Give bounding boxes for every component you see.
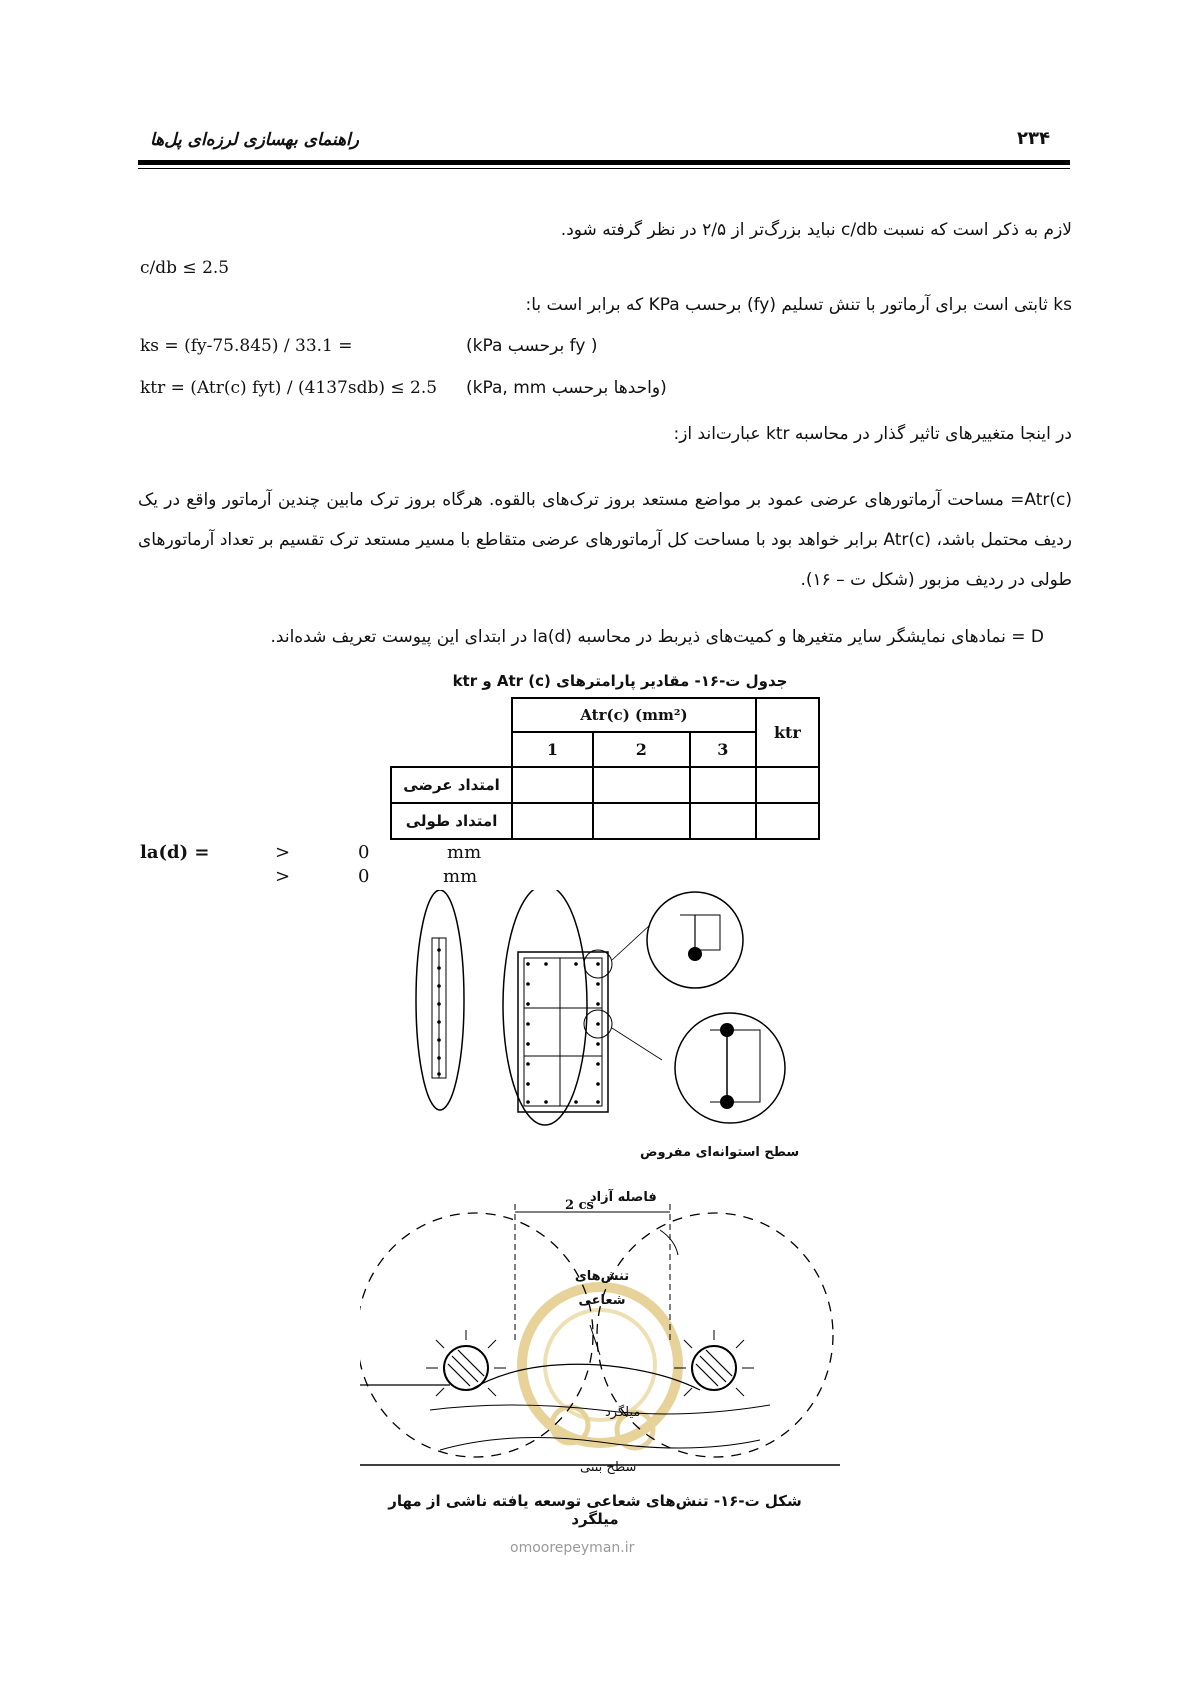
paragraph-cdb-note: لازم به ذکر است که نسبت c/db نباید بزرگ‌تر از ۲/۵ در نظر گرفته شود. (560, 220, 1072, 240)
la-label: la(d) = (140, 842, 210, 863)
formula-ktr: ktr = (Atr(c) fyt) / (4137sdb) ≤ 2.5 (140, 378, 438, 398)
formula-cdb: c/db ≤ 2.5 (140, 258, 230, 278)
parameter-table (390, 697, 820, 840)
formula-ks: ks = (fy-75.845) / 33.1 = (140, 336, 353, 356)
table-row-label: امتداد طولی (391, 803, 512, 839)
table-header-col-3: 3 (690, 732, 756, 767)
table-row (391, 767, 819, 803)
paragraph-ks-definition: ks ثابتی است برای آرماتور با تنش تسلیم (fy) برحسب KPa که برابر است با: (525, 295, 1072, 315)
page-number: ۲۳۴ (1017, 128, 1050, 149)
table-cell (593, 803, 690, 839)
column-sections-drawing (400, 890, 820, 1130)
table-cell (756, 767, 819, 803)
la-row-2-val: 0 (358, 866, 370, 887)
table-header-col-2: 2 (593, 732, 690, 767)
table-cell (593, 767, 690, 803)
table-cell (690, 803, 756, 839)
la-row-1-sym: > (275, 842, 291, 863)
table-row-label: امتداد عرضی (391, 767, 512, 803)
paragraph-d-definition: D = نمادهای نمایشگر سایر متغیرها و کمیت‌های ذیربط در محاسبه la(d) در ابتدای این پیوست تعریف شده‌اند. (270, 627, 1044, 647)
formula-ktr-units: (kPa, mm واحدها برحسب) (466, 378, 667, 398)
label-assumed-surface: سطح استوانه‌ای مفروض (640, 1145, 800, 1160)
table-row (391, 803, 819, 839)
table-cell (756, 803, 819, 839)
formula-ks-units: (kPa برحسب fy ) (466, 336, 598, 356)
figure-caption: شکل ت-۱۶- تنش‌های شعاعی توسعه یافته ناشی از مهار میلگرد (388, 1492, 802, 1528)
la-row-1-unit: mm (447, 842, 482, 863)
label-radial-stresses: تنش‌های شعاعی (574, 1269, 630, 1308)
header-rule-thin (138, 168, 1070, 169)
la-row-2-sym: > (275, 866, 291, 887)
label-bar: میلگرد (605, 1405, 641, 1420)
radial-stress-drawing (360, 1160, 840, 1505)
table-cell (512, 803, 593, 839)
table-cell (512, 767, 593, 803)
la-row-2-unit: mm (443, 866, 478, 887)
table-header-col-1: 1 (512, 732, 593, 767)
label-clear-distance: فاصله آزاد (590, 1190, 657, 1205)
label-concrete-surface: سطح بتنی (580, 1460, 637, 1475)
paragraph-atr-definition: Atr(c)= مساحت آرماتورهای عرضی عمود بر مواضع مستعد بروز ترک‌های بالقوه. هرگاه بروز ترک مابین چندین آرماتور واقع در یک ردیف محتمل باشد، Atr(c) برابر خواهد بود با مساحت کل آرماتورهای عرضی متقاطع با مسیر مستعد ترک تقسیم بر تعداد آرماتورهای طولی در ردیف مزبور (شکل ت – ۱۶). (138, 490, 1072, 590)
table-cell (690, 767, 756, 803)
la-row-1-val: 0 (358, 842, 370, 863)
table-group-header: Atr(c) (mm²) (512, 698, 756, 732)
table-header-ktr: ktr (756, 698, 819, 767)
header-rule-thick (138, 160, 1070, 165)
label-2cs: 2 cs (565, 1198, 594, 1213)
running-header-title: راهنمای بهسازی لرزه‌ای پل‌ها (150, 130, 359, 150)
table-caption: جدول ت-۱۶- مقادیر پارامترهای Atr (c) و ktr (452, 672, 788, 690)
paragraph-ktr-variables: در اینجا متغییرهای تاثیر گذار در محاسبه ktr عبارت‌اند از: (673, 424, 1072, 444)
watermark-url: omoorepeyman.ir (510, 1540, 635, 1556)
